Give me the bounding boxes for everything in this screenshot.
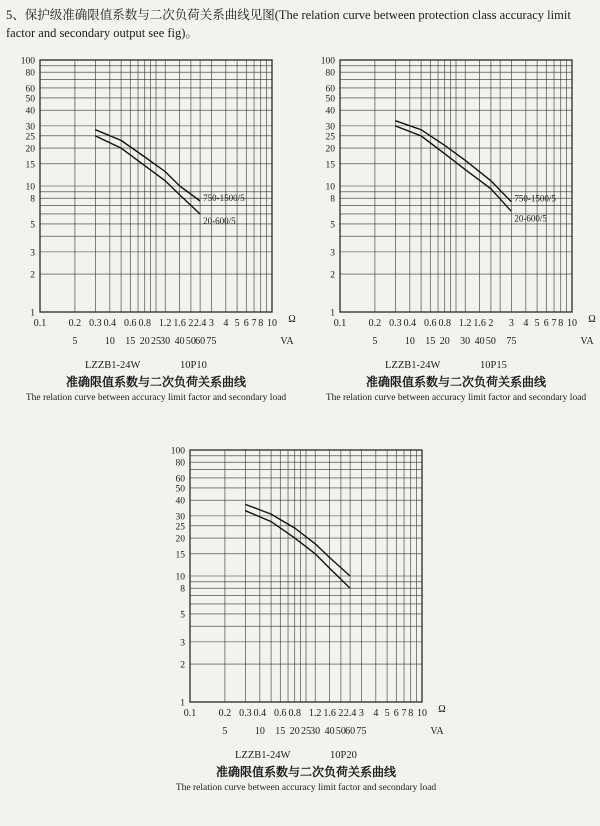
x-tick-label-ohm: 1.2: [308, 708, 322, 719]
y-tick-label: 50: [175, 484, 185, 495]
x-tick-label-ohm: 0.4: [403, 318, 417, 329]
x-tick-label-va: 5: [372, 336, 378, 347]
y-tick-label: 80: [175, 458, 185, 469]
class-label: 10P10: [180, 360, 207, 371]
x-tick-label-va: 10: [254, 726, 265, 737]
y-tick-label: 2: [180, 660, 185, 671]
model-label: LZZB1-24W: [235, 750, 291, 761]
y-tick-label: 20: [325, 144, 335, 155]
y-tick-label: 3: [30, 248, 35, 259]
x-tick-label-va: 15: [125, 336, 136, 347]
x-tick-label-ohm: 0.4: [103, 318, 117, 329]
x-tick-label-ohm: 2.4: [193, 318, 207, 329]
model-label: LZZB1-24W: [385, 360, 441, 371]
x-unit-ohm: Ω: [288, 314, 296, 325]
caption-en: The relation curve between accuracy limit factor and secondary load: [25, 393, 287, 403]
x-tick-label-va: 60: [345, 726, 356, 737]
y-tick-label: 15: [25, 160, 35, 171]
x-tick-label-ohm: 0.8: [138, 318, 152, 329]
curve-line: [95, 136, 200, 214]
x-tick-label-va: 75: [356, 726, 367, 737]
y-tick-label: 5: [330, 220, 335, 231]
x-tick-label-ohm: 5: [234, 318, 240, 329]
x-tick-label-ohm: 1.2: [158, 318, 172, 329]
caption-en: The relation curve between accuracy limit factor and secondary load: [325, 393, 587, 403]
x-tick-label-ohm: 5: [534, 318, 540, 329]
x-tick-label-va: 40: [474, 336, 485, 347]
x-tick-label-ohm: 10: [417, 708, 427, 719]
curve-line: [245, 511, 350, 589]
class-label: 10P15: [480, 360, 507, 371]
x-tick-label-ohm: 3: [508, 318, 514, 329]
chart-10p15: [300, 50, 600, 405]
x-tick-label-ohm: 0.1: [183, 708, 197, 719]
y-tick-label: 100: [20, 56, 35, 67]
y-tick-label: 3: [330, 248, 335, 259]
x-tick-label-ohm: 2.4: [343, 708, 357, 719]
y-tick-label: 15: [325, 160, 335, 171]
y-tick-label: 2: [330, 270, 335, 281]
x-tick-label-ohm: 3: [358, 708, 364, 719]
y-tick-label: 40: [175, 496, 185, 507]
y-tick-label: 25: [175, 522, 185, 533]
y-tick-label: 100: [320, 56, 335, 67]
x-tick-label-va: 30: [460, 336, 471, 347]
y-tick-label: 10: [25, 182, 35, 193]
y-tick-label: 50: [25, 94, 35, 105]
caption-cn: 准确限值系数与二次负荷关系曲线: [215, 765, 397, 779]
y-tick-label: 30: [325, 122, 335, 133]
x-tick-label-ohm: 5: [384, 708, 390, 719]
y-tick-label: 80: [25, 68, 35, 79]
y-tick-label: 8: [330, 194, 335, 205]
x-tick-label-ohm: 2: [338, 708, 344, 719]
x-unit-va: VA: [280, 336, 294, 347]
x-tick-label-va: 30: [310, 726, 321, 737]
x-tick-label-va: 40: [324, 726, 335, 737]
y-tick-label: 80: [325, 68, 335, 79]
section-heading: 5、保护级准确限值系数与二次负荷关系曲线见图(The relation curve between protection class accuracy limit factor and secondary output see fig)。: [6, 8, 571, 40]
x-tick-label-ohm: 0.8: [288, 708, 302, 719]
x-tick-label-ohm: 0.6: [124, 318, 137, 329]
y-tick-label: 30: [175, 512, 185, 523]
x-tick-label-ohm: 1.6: [473, 318, 486, 329]
x-tick-label-va: 75: [506, 336, 517, 347]
y-tick-label: 10: [175, 572, 185, 583]
x-tick-label-ohm: 0.3: [89, 318, 102, 329]
x-tick-label-va: 20: [289, 726, 300, 737]
y-tick-label: 8: [30, 194, 35, 205]
x-tick-label-ohm: 4: [223, 318, 229, 329]
y-tick-label: 15: [175, 550, 185, 561]
curve-label: 20-600/5: [514, 213, 547, 224]
y-tick-label: 20: [175, 534, 185, 545]
x-tick-label-va: 10: [404, 336, 415, 347]
x-tick-label-va: 50: [185, 336, 196, 347]
y-tick-label: 3: [180, 638, 185, 649]
y-tick-label: 40: [325, 106, 335, 117]
y-tick-label: 8: [180, 584, 185, 595]
y-tick-label: 100: [170, 446, 185, 457]
x-tick-label-va: 5: [222, 726, 228, 737]
x-tick-label-ohm: 4: [373, 708, 379, 719]
x-tick-label-ohm: 4: [523, 318, 529, 329]
x-tick-label-va: 20: [439, 336, 450, 347]
y-tick-label: 40: [25, 106, 35, 117]
x-tick-label-ohm: 0.2: [68, 318, 82, 329]
y-tick-label: 2: [30, 270, 35, 281]
x-unit-ohm: Ω: [438, 704, 446, 715]
y-tick-label: 60: [325, 84, 335, 95]
x-tick-label-ohm: 0.2: [368, 318, 382, 329]
x-tick-label-va: 30: [160, 336, 171, 347]
x-tick-label-va: 60: [195, 336, 206, 347]
y-tick-label: 50: [325, 94, 335, 105]
model-label: LZZB1-24W: [85, 360, 141, 371]
y-tick-label: 60: [175, 474, 185, 485]
x-tick-label-ohm: 8: [408, 708, 414, 719]
y-tick-label: 5: [30, 220, 35, 231]
y-tick-label: 30: [25, 122, 35, 133]
x-tick-label-va: 10: [104, 336, 115, 347]
x-tick-label-ohm: 6: [393, 708, 399, 719]
x-tick-label-ohm: 0.8: [438, 318, 452, 329]
x-tick-label-va: 25: [301, 726, 311, 737]
chart-10p10: [0, 50, 300, 405]
y-tick-label: 25: [325, 132, 335, 143]
y-tick-label: 25: [25, 132, 35, 143]
x-tick-label-va: 75: [206, 336, 217, 347]
x-tick-label-va: 15: [425, 336, 436, 347]
x-unit-va: VA: [580, 336, 594, 347]
x-tick-label-ohm: 1.2: [458, 318, 472, 329]
x-unit-ohm: Ω: [588, 314, 596, 325]
x-tick-label-va: 50: [485, 336, 496, 347]
x-tick-label-ohm: 10: [267, 318, 277, 329]
x-unit-va: VA: [430, 726, 444, 737]
y-tick-label: 1: [30, 308, 35, 319]
chart-10p20: [150, 440, 450, 795]
x-tick-label-ohm: 0.3: [389, 318, 402, 329]
y-tick-label: 10: [325, 182, 335, 193]
x-tick-label-ohm: 10: [567, 318, 577, 329]
caption-en: The relation curve between accuracy limit factor and secondary load: [175, 783, 437, 793]
caption-cn: 准确限值系数与二次负荷关系曲线: [65, 375, 247, 389]
curve-label: 750-1500/5: [203, 193, 245, 204]
x-tick-label-ohm: 1.6: [323, 708, 336, 719]
x-tick-label-va: 40: [174, 336, 185, 347]
curve-label: 750-1500/5: [514, 193, 556, 204]
x-tick-label-va: 5: [72, 336, 78, 347]
x-tick-label-ohm: 2: [488, 318, 494, 329]
x-tick-label-va: 25: [151, 336, 161, 347]
x-tick-label-ohm: 0.2: [218, 708, 232, 719]
x-tick-label-ohm: 0.3: [239, 708, 252, 719]
x-tick-label-va: 20: [139, 336, 150, 347]
x-tick-label-va: 50: [335, 726, 346, 737]
y-tick-label: 5: [180, 610, 185, 621]
x-tick-label-ohm: 0.1: [33, 318, 47, 329]
x-tick-label-ohm: 0.4: [253, 708, 267, 719]
y-tick-label: 20: [25, 144, 35, 155]
caption-cn: 准确限值系数与二次负荷关系曲线: [365, 375, 547, 389]
curve-label: 20-600/5: [203, 215, 236, 226]
x-tick-label-ohm: 0.1: [333, 318, 347, 329]
x-tick-label-va: 15: [275, 726, 286, 737]
x-tick-label-ohm: 0.6: [274, 708, 287, 719]
x-tick-label-ohm: 0.6: [424, 318, 437, 329]
x-tick-label-ohm: 6: [243, 318, 249, 329]
x-tick-label-ohm: 7: [251, 318, 257, 329]
x-tick-label-ohm: 2: [188, 318, 194, 329]
curve-line: [95, 130, 200, 201]
y-tick-label: 1: [180, 698, 185, 709]
x-tick-label-ohm: 6: [543, 318, 549, 329]
x-tick-label-ohm: 7: [401, 708, 407, 719]
y-tick-label: 1: [330, 308, 335, 319]
y-tick-label: 60: [25, 84, 35, 95]
x-tick-label-ohm: 8: [258, 318, 264, 329]
class-label: 10P20: [330, 750, 357, 761]
x-tick-label-ohm: 8: [558, 318, 564, 329]
x-tick-label-ohm: 3: [208, 318, 214, 329]
x-tick-label-ohm: 7: [551, 318, 557, 329]
x-tick-label-ohm: 1.6: [173, 318, 186, 329]
